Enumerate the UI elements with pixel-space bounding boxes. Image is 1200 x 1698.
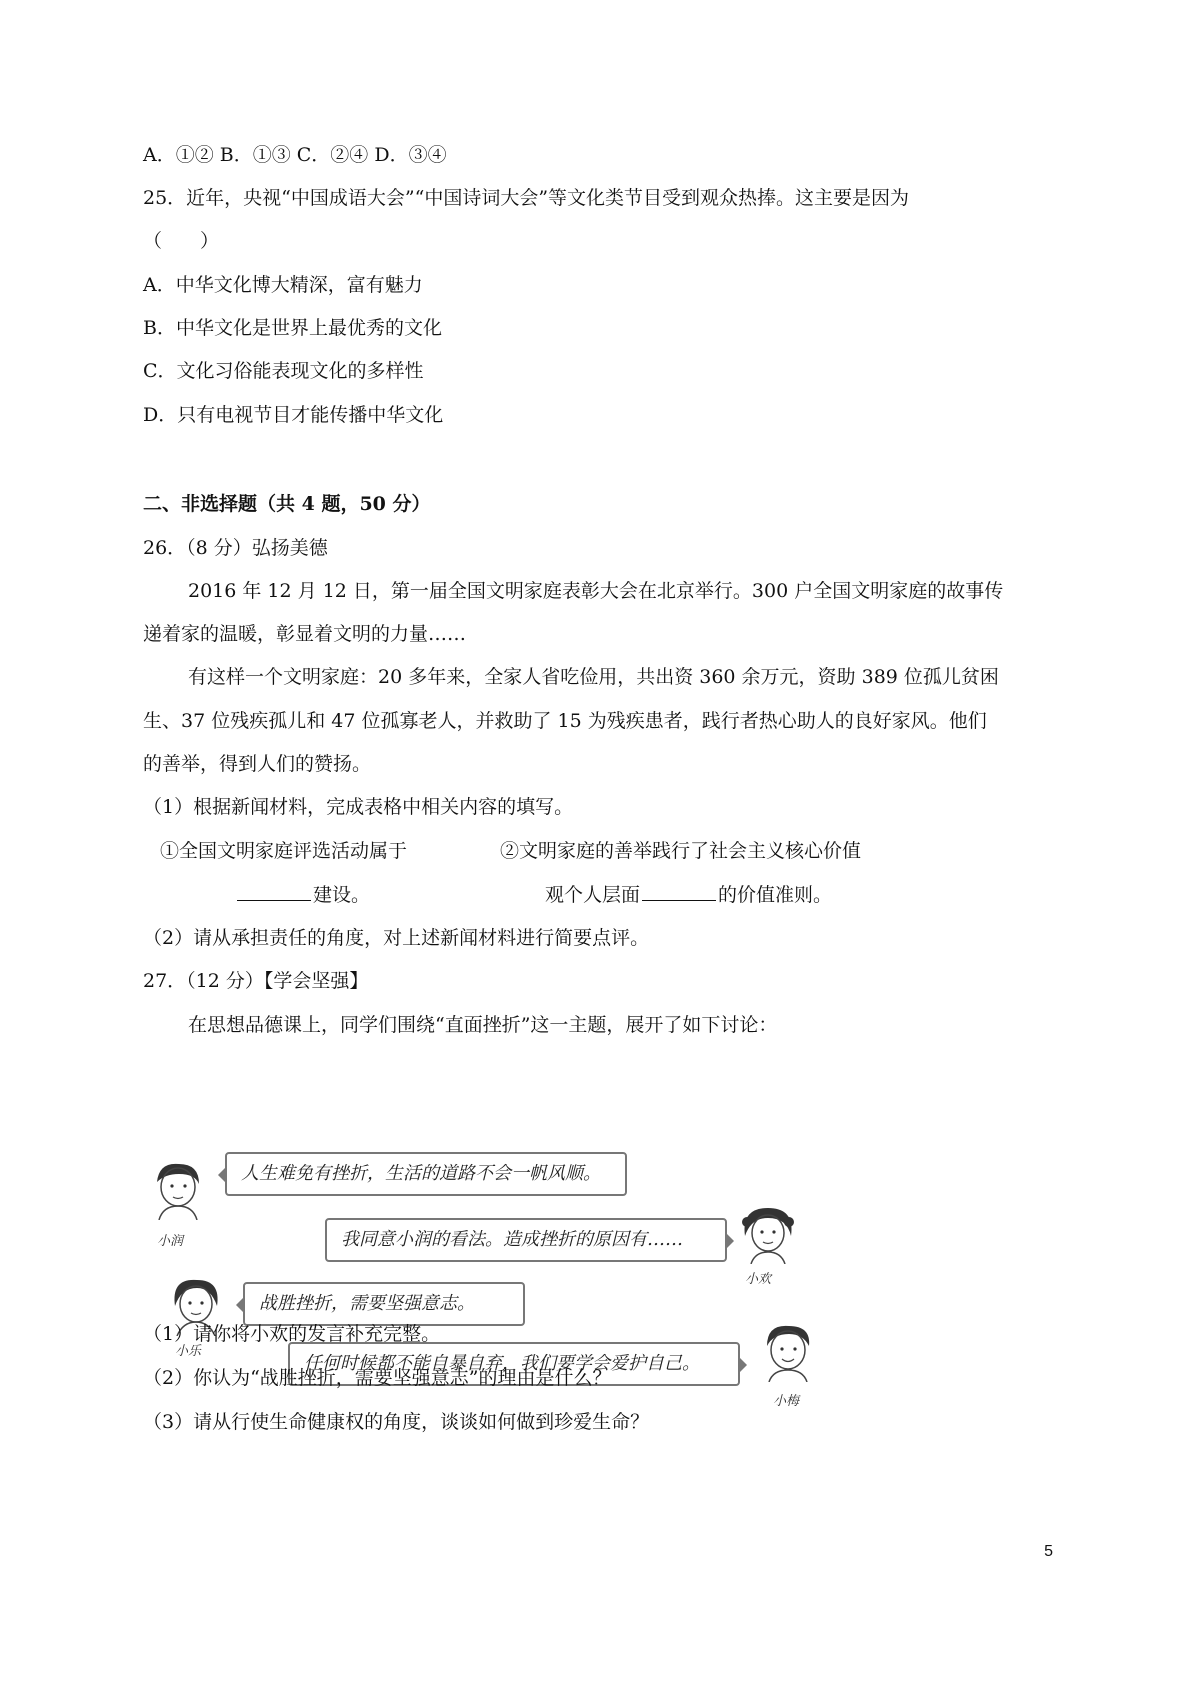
q25-option-c: C．文化习俗能表现文化的多样性 — [143, 360, 424, 382]
q27-sub-question-1: （1）请你将小欢的发言补充完整。 — [143, 1323, 441, 1345]
q26-cell-2-line-2 — [545, 880, 832, 909]
answer-blank-2[interactable] — [642, 880, 716, 901]
page-number: 5 — [1044, 1543, 1053, 1560]
q26-paragraph-2b: 生、37 位残疾孤儿和 47 位孤寡老人，并救助了 15 为残疾患者，践行者热心助人的良好家风。他们 — [143, 710, 987, 732]
boy-avatar-icon — [753, 1320, 823, 1382]
q26-sub-question-1: （1）根据新闻材料，完成表格中相关内容的填写。 — [143, 796, 574, 818]
speech-bubble: 战胜挫折，需要坚强意志。 — [243, 1282, 525, 1326]
speaker-name: 小润 — [157, 1234, 184, 1249]
q26-cell-1-line-1: ①全国文明家庭评选活动属于 — [160, 840, 408, 862]
speaker-name: 小乐 — [175, 1344, 202, 1359]
speech-bubble: 任何时候都不能自暴自弃，我们要学会爱护自己。 — [288, 1342, 740, 1386]
q27-sub-question-2: （2）你认为“战胜挫折，需要坚强意志”的理由是什么？ — [143, 1367, 612, 1389]
speech-bubble: 我同意小润的看法。造成挫折的原因有…… — [325, 1218, 727, 1262]
q27-title: 27．（12 分）【学会坚强】 — [143, 970, 369, 992]
speech-bubble: 人生难免有挫折，生活的道路不会一帆风顺。 — [225, 1152, 627, 1196]
q26-paragraph-2a: 有这样一个文明家庭：20 多年来，全家人省吃俭用，共出资 360 余万元，资助 389 位孤儿贫困 — [188, 666, 999, 688]
q26-paragraph-1a: 2016 年 12 月 12 日，第一届全国文明家庭表彰大会在北京举行。300 户全国文明家庭的故事传 — [188, 580, 1004, 602]
answer-blank-1[interactable] — [237, 880, 311, 901]
q26-paragraph-2c: 的善举，得到人们的赞扬。 — [143, 753, 372, 775]
q24-options: A．①② B．①③ C．②④ D．③④ — [143, 144, 447, 166]
girl-avatar-icon — [733, 1202, 803, 1264]
speaker-name: 小欢 — [745, 1272, 772, 1287]
q26-cell-2-prefix: 观个人层面 — [545, 884, 641, 906]
q26-cell-1-suffix: 建设。 — [313, 884, 371, 906]
q25-stem: 25．近年，央视“中国成语大会”“中国诗词大会”等文化类节目受到观众热捧。这主要是因为 — [143, 187, 910, 209]
boy-avatar-icon — [143, 1158, 213, 1220]
q25-option-b: B．中华文化是世界上最优秀的文化 — [143, 317, 442, 339]
q26-cell-2-suffix: 的价值准则。 — [718, 884, 833, 906]
q27-sub-question-3: （3）请从行使生命健康权的角度，谈谈如何做到珍爱生命？ — [143, 1411, 650, 1433]
q25-option-d: D．只有电视节目才能传播中华文化 — [143, 404, 444, 426]
q25-option-a: A．中华文化博大精深，富有魅力 — [143, 274, 423, 296]
q26-sub-question-2: （2）请从承担责任的角度，对上述新闻材料进行简要点评。 — [143, 927, 650, 949]
q26-cell-2-line-1: ②文明家庭的善举践行了社会主义核心价值 — [500, 840, 862, 862]
speaker-name: 小梅 — [773, 1394, 800, 1409]
q27-intro: 在思想品德课上，同学们围绕“直面挫折”这一主题，展开了如下讨论： — [188, 1014, 778, 1036]
q26-paragraph-1b: 递着家的温暖，彰显着文明的力量…… — [143, 623, 467, 645]
section-heading: 二、非选择题（共 4 题，50 分） — [143, 493, 431, 515]
q26-title: 26．（8 分）弘扬美德 — [143, 537, 328, 559]
q26-cell-1-line-2 — [235, 880, 370, 909]
q25-answer-paren: （ ） — [143, 230, 220, 252]
